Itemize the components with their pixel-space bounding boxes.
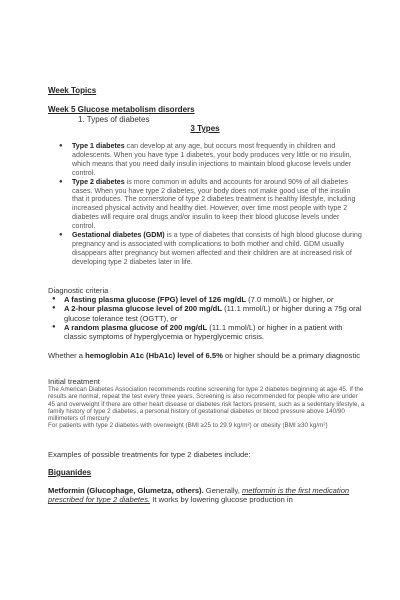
week-heading: Week 5 Glucose metabolism disorders [48, 105, 195, 114]
bullet-icon: ● [52, 305, 56, 312]
biguanides-heading: Biguanides [48, 468, 92, 477]
hba1c-paragraph: Whether a hemoglobin A1c (HbA1c) level of 6.5% or higher should be a primary diagnostic [48, 351, 361, 360]
list-item: ● Type 2 diabetes is more common in adults and accounts for around 90% of all diabetes cases. When you have type 2 diabetes, your body does not make good use of the insulin that it produces. The cornerstone of type 2 diabetes treatment is healthy lifestyle, including increased physical activity and healthy diet. However, over time most people with type 2 diabetes will require oral drugs and/or insulin to keep their blood glucose levels under control. [59, 177, 356, 231]
criteria-heading: Diagnostic criteria [48, 286, 109, 295]
list-item: ● Type 1 diabetes can develop at any age, but occurs most frequently in children and adolescents. When you have type 1 diabetes, your body produces very little or no insulin, which means that you need daily insulin injections to maintain blood glucose levels under control. [59, 142, 352, 177]
bullet-icon: ● [52, 323, 56, 330]
initial-treatment-heading: Initial treatment [48, 377, 100, 386]
examples-paragraph: Examples of possible treatments for type 2 diabetes include: [48, 450, 251, 459]
bullet-icon: ● [59, 178, 63, 185]
bullet-icon: ● [59, 143, 63, 149]
criteria-list-container [48, 295, 364, 341]
week-topics-heading: Week Topics [48, 86, 97, 95]
numbered-item: 1. Types of diabetes [78, 115, 150, 124]
types-list-container [48, 142, 364, 267]
list-item: ● A random plasma glucose of 200 mg/dL (11.1 mmol/L) or higher in a patient with classic symptoms of hyperglycemia or hyperglycemic crisis. [52, 322, 343, 342]
types-list [48, 142, 364, 267]
list-item: ● Gestational diabetes (GDM) is a type of diabetes that consists of high blood glucose during pregnancy and is associated with complications to both mother and child. GDM usually disappears after pregnancy but women affected and their children are at increased risk of developing type 2 diabetes later in life. [59, 231, 362, 266]
list-item: ● A fasting plasma glucose (FPG) level of 126 mg/dL (7.0 mmol/L) or higher, or [52, 295, 334, 304]
metformin-paragraph: Metformin (Glucophage, Glumetza, others). Generally, metformin is the first medication prescribed for type 2 diabetes. It works by lowering glucose production in [48, 486, 350, 505]
initial-treatment-text: The American Diabetes Association recommends routine screening for type 2 diabetes beginning at age 45. If the results are normal, repeat the test every three years. Screening is also recommended for people who are under 45 and overweight if there are other heart disease or diabetes risk factors present, such as a sedentary lifestyle, a family history of type 2 diabetes, a personal history of gestational diabetes or blood pressure above 140/90 millimeters of mercury For patients with type 2 diabetes with overweight (BMI ≥25 to 29.9 kg/m²) or obesity (BMI ≥30 kg/m²) [48, 386, 365, 430]
bullet-icon: ● [59, 232, 63, 239]
criteria-list [48, 295, 364, 341]
bullet-icon: ● [52, 296, 56, 302]
list-item: ● A 2-hour plasma glucose level of 200 mg/dL (11.1 mmol/L) or higher during a 75g oral glucose tolerance test (OGTT), or [52, 304, 362, 323]
types-heading: 3 Types [190, 124, 220, 133]
